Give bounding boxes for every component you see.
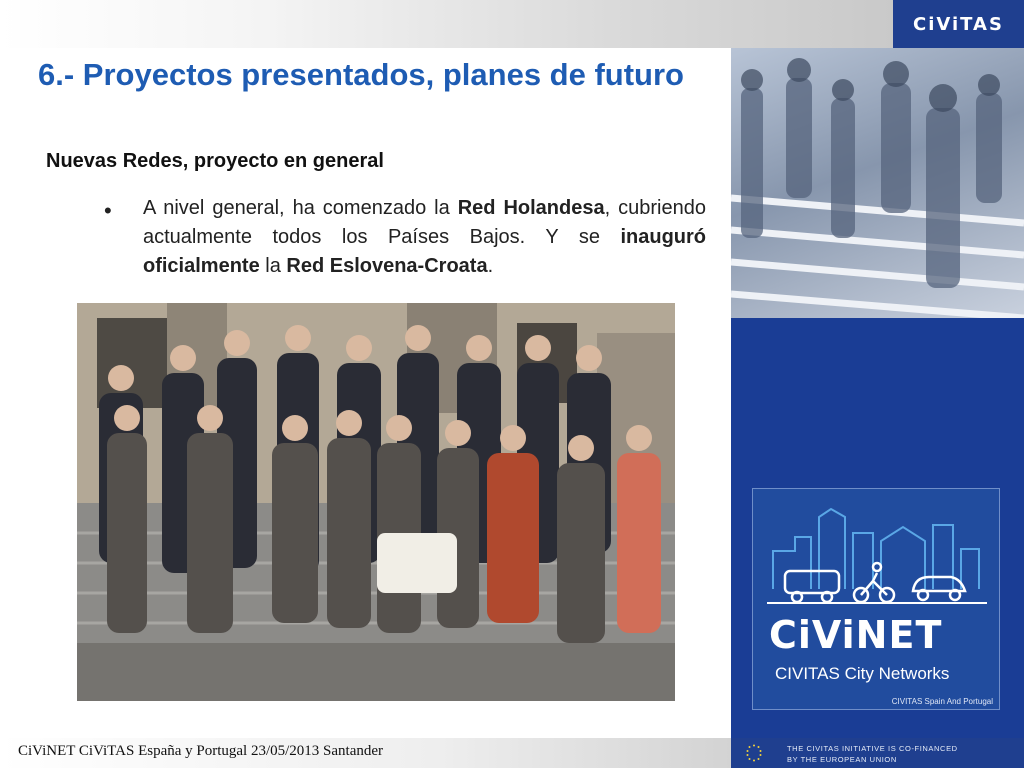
civitas-logo [893,0,1024,48]
bullet-icon: • [104,198,112,223]
civinet-logo [752,488,1000,710]
header-bar [0,0,893,48]
city-skyline-icon [753,489,1001,609]
group-photo [77,303,675,701]
section-subtitle: Nuevas Redes, proyecto en general [46,150,384,172]
eu-flag-icon [739,742,769,764]
bullet-text: A nivel general, ha comenzado la Red Holandesa, cubriendo actualmente todos los Países Bajos. Y se inauguró oficialmente la Red Eslovena-Croata. [143,197,706,277]
eu-text: THE CIVITAS INITIATIVE IS CO-FINANCED BY THE EUROPEAN UNION [787,744,958,764]
brand-text: CiViTAS [913,13,1004,35]
crowd-photo [731,48,1024,318]
slide-title: 6.- Proyectos presentados, planes de futuro [38,57,684,92]
civinet-subtitle: CIVITAS City Networks [775,664,950,683]
footer-text: CiViNET CiViTAS España y Portugal 23/05/2013 Santander [18,743,384,759]
civinet-tagline: CIVITAS Spain And Portugal [891,697,993,706]
civinet-title: CiViNET [769,613,943,657]
eu-cofinance-banner [731,738,1024,768]
